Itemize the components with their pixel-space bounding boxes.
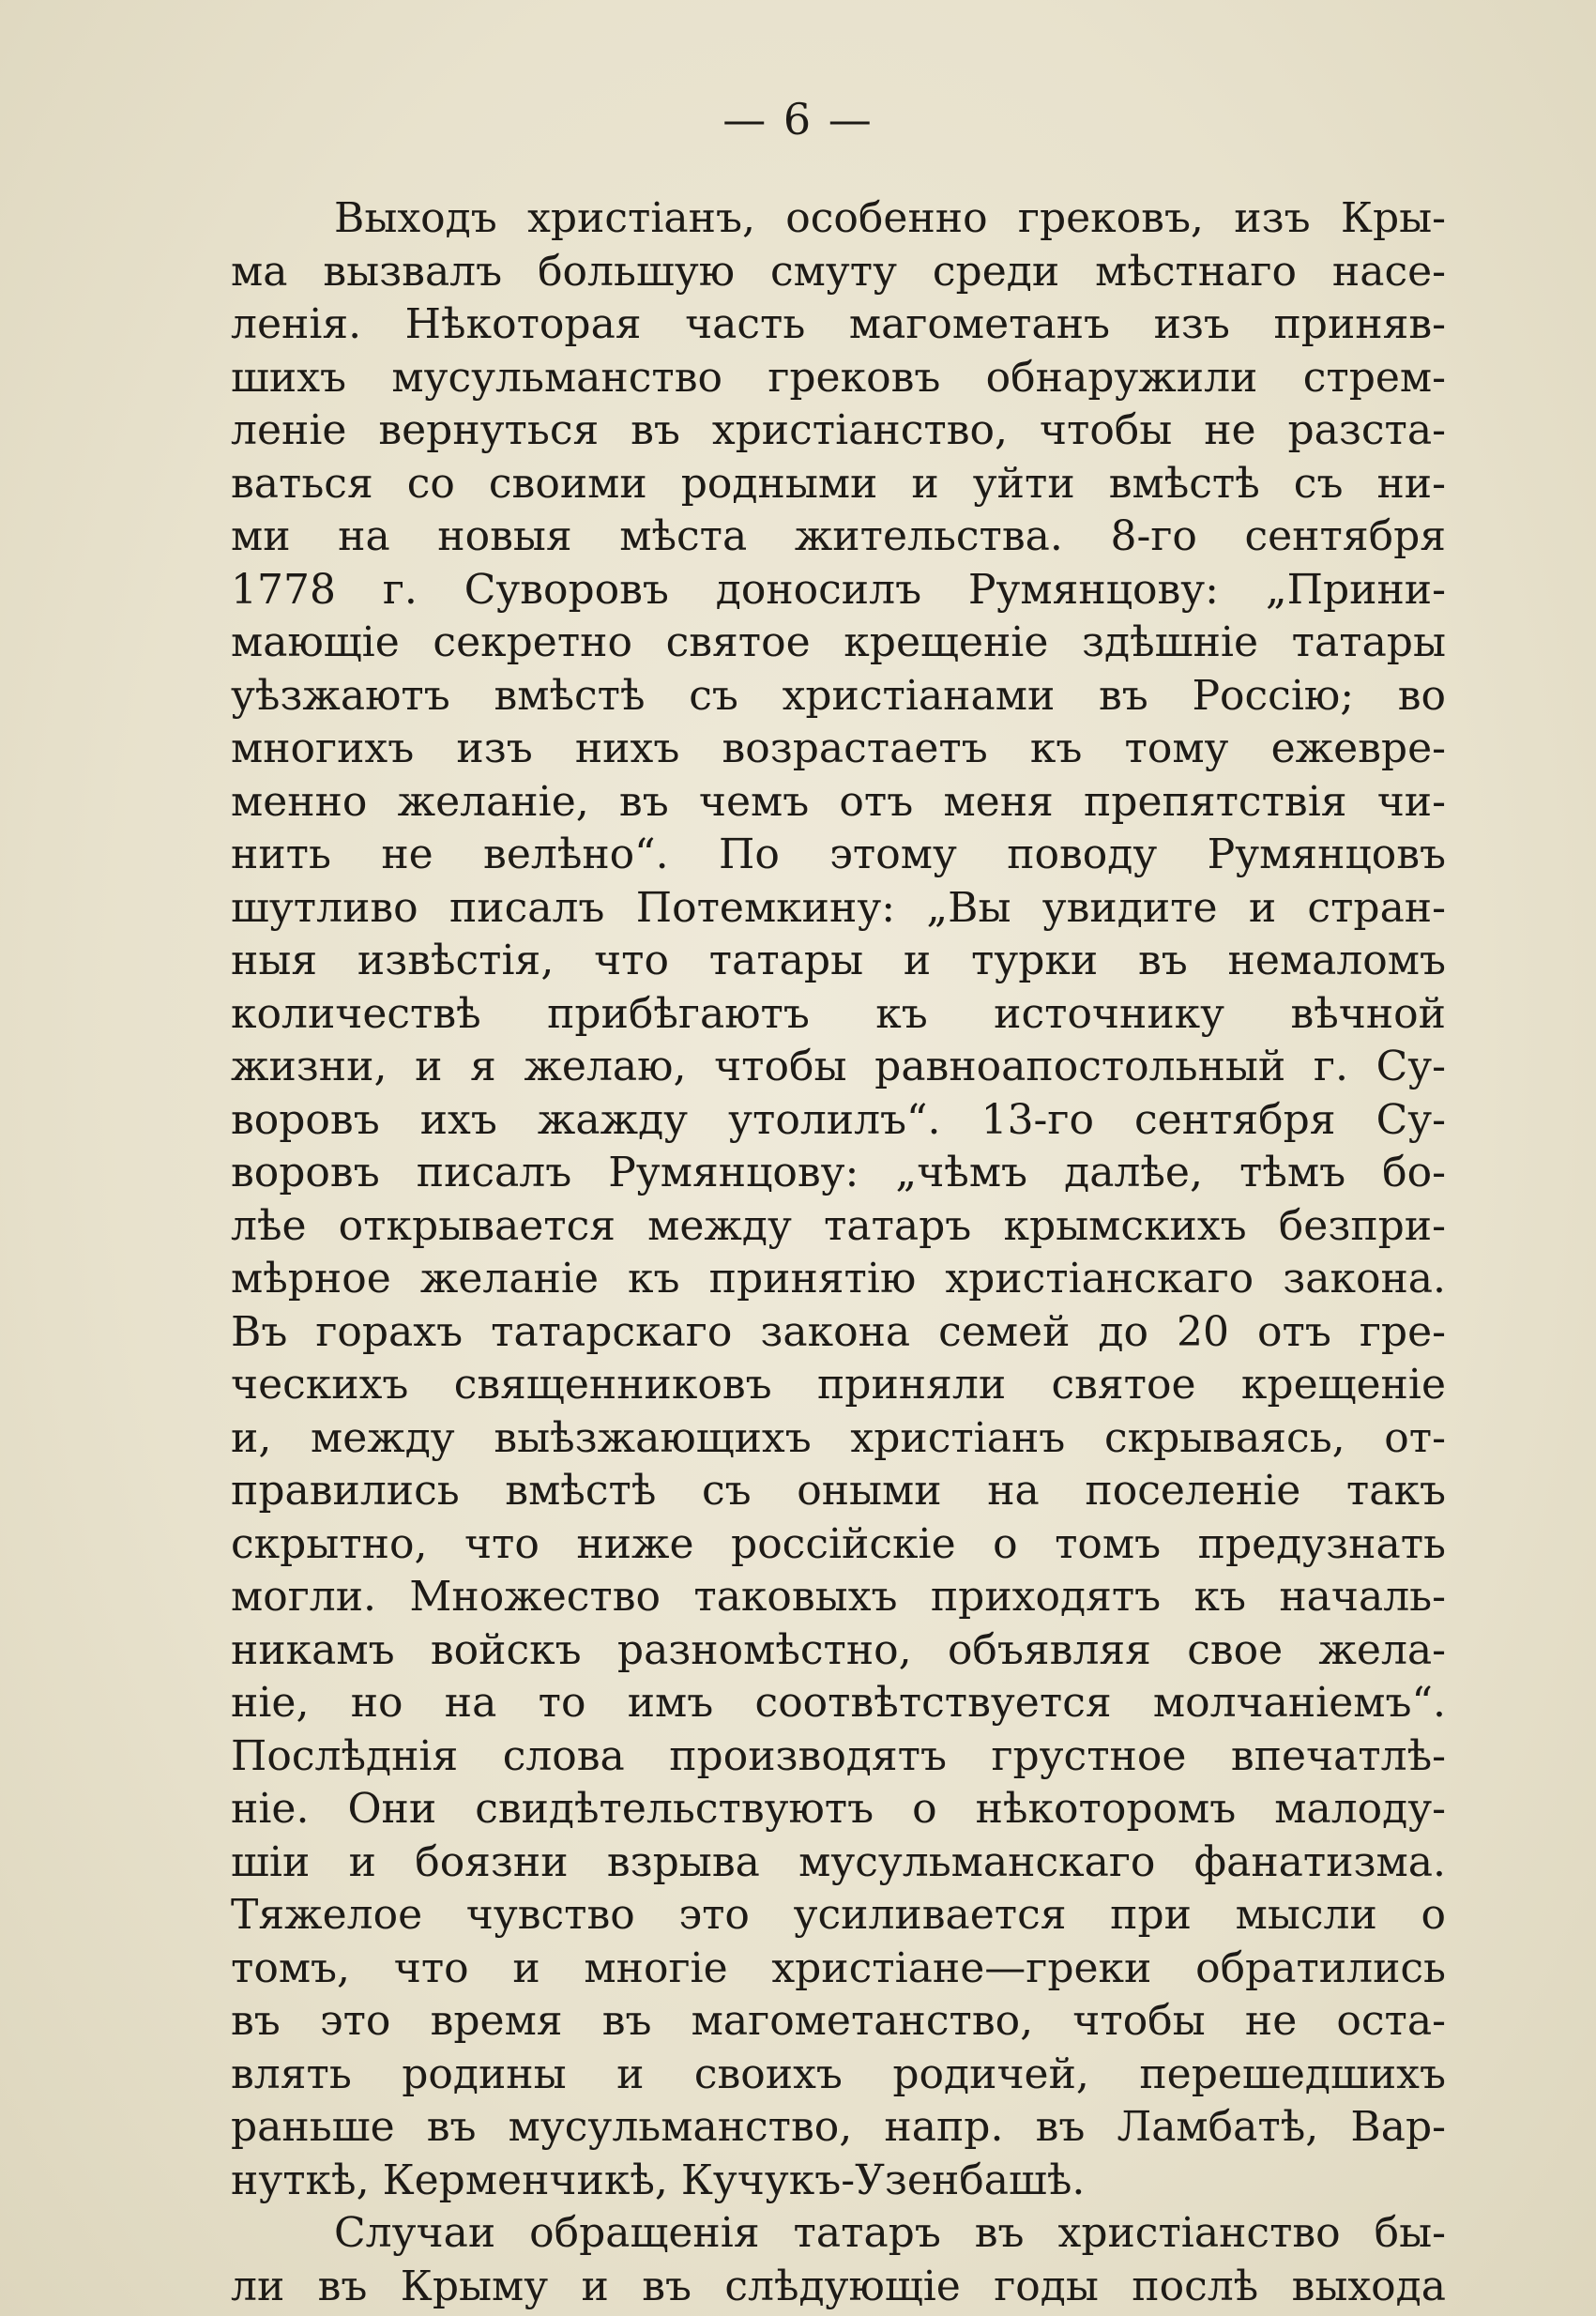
text-line: 1778 г. Суворовъ доносилъ Румянцову: „Прини- [231,565,1446,614]
text-line: ленiя. Нѣкоторая часть магометанъ изъ приняв- [231,300,1446,348]
text-line: Послѣднiя слова производятъ грустное впечатлѣ- [231,1731,1446,1780]
text-line: ми на новыя мѣста жительства. 8-го сентября [231,512,1446,560]
text-line: скрытно, что ниже россiйскiе о томъ предузнать [231,1519,1446,1568]
text-line: влять родины и своихъ родичей, перешедшихъ [231,2049,1446,2098]
text-line: воровъ писалъ Румянцову: „чѣмъ далѣе, тѣмъ бо- [231,1149,1446,1196]
text-line: ческихъ священниковъ приняли святое крещенiе [231,1361,1446,1409]
text-line: уѣзжаютъ вмѣстѣ съ христiанами въ Россiю; во [231,671,1446,720]
text-line: лѣе открывается между татаръ крымскихъ безпри- [231,1201,1446,1250]
text-line: нiе, но на то имъ соотвѣтствуется молчанiемъ“. [231,1679,1446,1727]
text-line: томъ, что и многiе христiане—греки обратились [231,1943,1446,1992]
text-line: могли. Множество таковыхъ приходятъ къ началь- [231,1573,1446,1621]
text-line: воровъ ихъ жажду утолилъ“. 13-го сентября Су- [231,1095,1446,1144]
text-line: нить не велѣно“. По этому поводу Румянцовъ [231,830,1446,878]
text-line: мѣрное желанiе къ принятiю христiанскаго закона. [231,1255,1446,1303]
text-line: нiе. Они свидѣтельствуютъ о нѣкоторомъ малоду- [231,1785,1446,1833]
page-number: — 6 — [722,94,874,145]
text-line: ленiе вернуться въ христiанство, чтобы не разста- [231,406,1446,454]
text-line: въ это время въ магометанство, чтобы не оста- [231,1997,1446,2045]
text-line: Случаи обращенiя татаръ въ христiанство бы- [334,2209,1446,2257]
text-line: мающiе секретно святое крещенiе здѣшнiе татары [231,618,1446,666]
text-line: многихъ изъ нихъ возрастаетъ къ тому ежевре- [231,724,1446,772]
text-line: правились вмѣстѣ съ оными на поселенiе такъ [231,1467,1446,1515]
text-line: жизни, и я желаю, чтобы равноапостольный г. Су- [231,1043,1446,1090]
body-text [231,192,1446,2313]
text-line: Выходъ христiанъ, особенно грековъ, изъ Кры- [334,194,1446,242]
text-line: Тяжелое чувство это усиливается при мысли о [231,1891,1446,1939]
text-line: шутливо писалъ Потемкину: „Вы увидите и стран- [231,883,1446,932]
text-line: ныя извѣстiя, что татары и турки въ немаломъ [231,937,1446,984]
text-line: и, между выѣзжающихъ христiанъ скрываясь, от- [231,1413,1446,1462]
text-line: ма вызвалъ большую смуту среди мѣстнаго насе- [231,247,1446,296]
text-line: менно желанiе, въ чемъ отъ меня препятствiя чи- [231,777,1446,826]
text-line: Въ горахъ татарскаго закона семей до 20 отъ гре- [231,1307,1446,1356]
text-line: количествѣ прибѣгаютъ къ источнику вѣчной [231,989,1446,1038]
text-line: нуткѣ, Керменчикѣ, Кучукъ-Узенбашѣ. [231,2156,1086,2204]
text-line: ваться со своими родными и уйти вмѣстѣ съ ни- [231,459,1446,508]
text-line: шiи и боязни взрыва мусульманскаго фанатизма. [231,1837,1446,1886]
text-line: шихъ мусульманство грековъ обнаружили стрем- [231,353,1446,402]
text-line: ли въ Крыму и въ слѣдующiе годы послѣ выхода [231,2262,1446,2310]
text-line: раньше въ мусульманство, напр. въ Ламбатѣ, Вар- [231,2103,1446,2151]
text-line: никамъ войскъ разномѣстно, объявляя свое жела- [231,1625,1446,1674]
